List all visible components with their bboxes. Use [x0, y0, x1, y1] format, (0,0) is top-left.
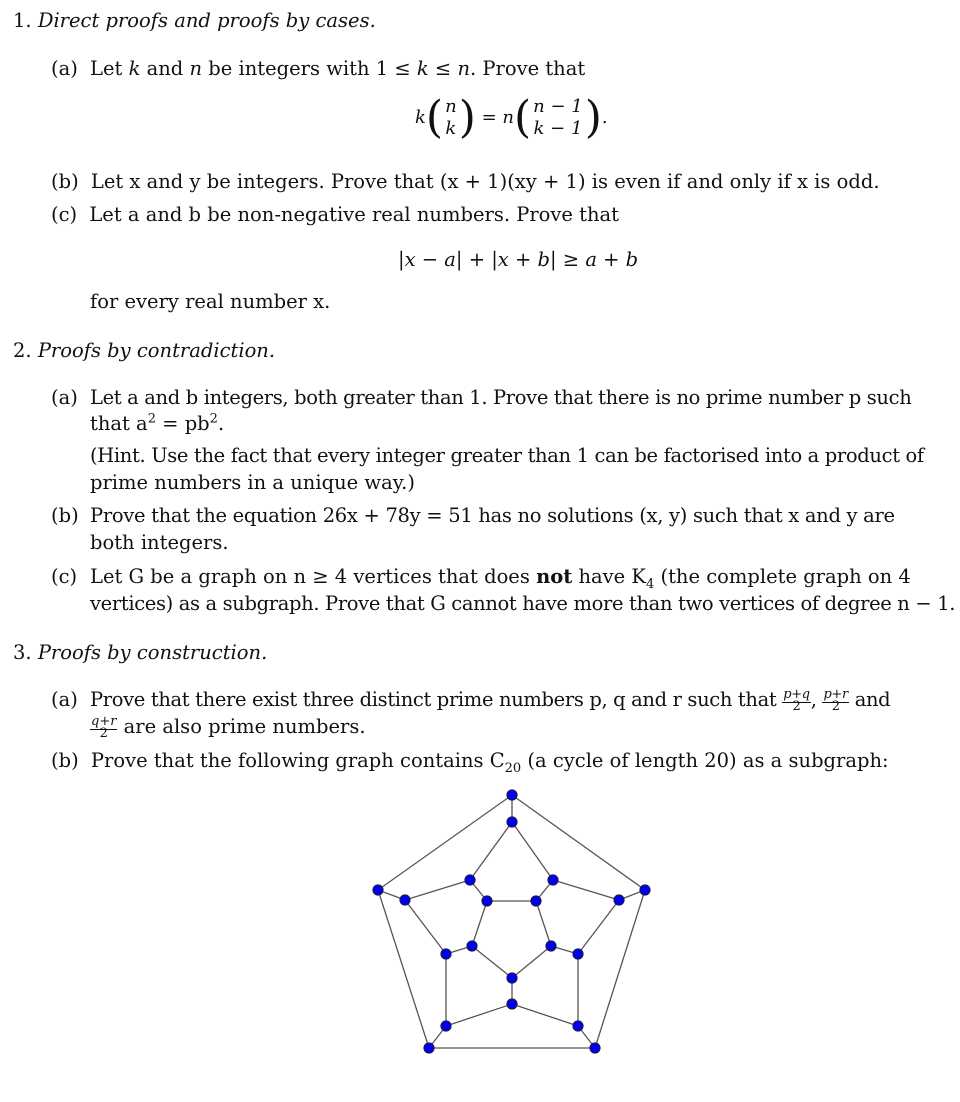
item-3a-line2: q+r 2 are also prime numbers. [91, 713, 366, 741]
section-title: Proofs by construction. [37, 641, 268, 664]
fraction-p-plus-q: p+q 2 [783, 686, 810, 714]
section-number: 3. [13, 641, 32, 664]
item-label: (c) [51, 203, 78, 226]
graph-vertex [400, 895, 410, 905]
graph-vertex [507, 973, 517, 983]
graph-vertex [531, 896, 541, 906]
graph-vertex [548, 875, 558, 885]
graph-edge [512, 822, 553, 880]
graph-vertex [590, 1043, 600, 1053]
item-1c-continuation: for every real number x. [90, 290, 331, 313]
graph-edge [405, 900, 446, 954]
graph-vertex [573, 1021, 583, 1031]
item-2b-line2: both integers. [90, 531, 229, 554]
item-2b-label: (b) [51, 504, 79, 527]
graph-vertex [614, 895, 624, 905]
item-3a-line1: Prove that there exist three distinct prime numbers p, q and r such that p+q 2 , p+r 2 and [90, 686, 891, 714]
graph-edge [472, 901, 487, 946]
graph-vertex [573, 949, 583, 959]
graph-vertex [467, 941, 477, 951]
item-2a-label: (a) [51, 386, 78, 409]
graph-edge [512, 946, 551, 978]
item-label: (b) [51, 170, 79, 193]
graph-vertex [441, 1021, 451, 1031]
graph-edge [512, 1004, 578, 1026]
fraction-q-plus-r: q+r 2 [91, 713, 117, 741]
graph-edge [553, 880, 619, 900]
item-1c: (c) Let a and b be non-negative real numbers. Prove that [51, 203, 620, 226]
graph-vertex [546, 941, 556, 951]
graph-edge [378, 795, 512, 890]
item-2c-label: (c) [51, 565, 78, 588]
item-label: (a) [51, 57, 78, 80]
item-2a-line2: that $a^2 = pb^2$. [90, 411, 225, 435]
item-label: (b) [51, 749, 79, 772]
graph-edge [405, 880, 470, 900]
graph-edge [446, 1004, 512, 1026]
triangle-inequality: |x − a| + |x + b| ≥ a + b [398, 248, 639, 271]
graph-edge [470, 822, 512, 880]
binomial-identity: k( n k) = n( n − 1 k − 1). [415, 92, 608, 143]
item-1a: (a) Let k and n be integers with 1 ≤ k ≤ n. Prove that [51, 57, 586, 80]
item-3a-label: (a) [51, 688, 78, 711]
item-2a-hint2: prime numbers in a unique way.) [90, 471, 415, 494]
section-number: 1. [13, 9, 32, 32]
graph-edge [512, 795, 645, 890]
graph-edge [595, 890, 645, 1048]
item-2c-line2: vertices) as a subgraph. Prove that G cannot have more than two vertices of degree n − 1. [90, 592, 956, 615]
graph-vertex [465, 875, 475, 885]
graph-edge [472, 946, 512, 978]
fraction-p-plus-r: p+r 2 [823, 686, 848, 714]
item-3b: (b) Prove that the following graph contains $C_{20}$ (a cycle of length 20) as a subgraph: [51, 749, 889, 776]
section-title: Direct proofs and proofs by cases. [37, 9, 376, 32]
section-title: Proofs by contradiction. [37, 339, 276, 362]
graph-vertex [640, 885, 650, 895]
item-2c-line1: Let G be a graph on n ≥ 4 vertices that does not have $K_4$ (the complete graph on 4 [90, 565, 911, 592]
graph-edge [378, 890, 429, 1048]
graph-edge [578, 900, 619, 954]
section-number: 2. [13, 339, 32, 362]
graph-vertex [424, 1043, 434, 1053]
graph-vertex [441, 949, 451, 959]
graph-vertex [373, 885, 383, 895]
item-2a-hint1: (Hint. Use the fact that every integer greater than 1 can be factorised into a product of [90, 444, 924, 467]
graph-vertex [507, 790, 517, 800]
item-1b: (b) Let x and y be integers. Prove that (x + 1)(xy + 1) is even if and only if x is odd. [51, 170, 880, 193]
graph-edge [536, 901, 551, 946]
graph-vertex [507, 999, 517, 1009]
item-2b-line1: Prove that the equation 26x + 78y = 51 has no solutions (x, y) such that x and y are [90, 504, 895, 527]
item-2a-line1: Let a and b integers, both greater than 1. Prove that there is no prime number p such [90, 386, 912, 409]
graph-vertex [482, 896, 492, 906]
graph-vertex [507, 817, 517, 827]
